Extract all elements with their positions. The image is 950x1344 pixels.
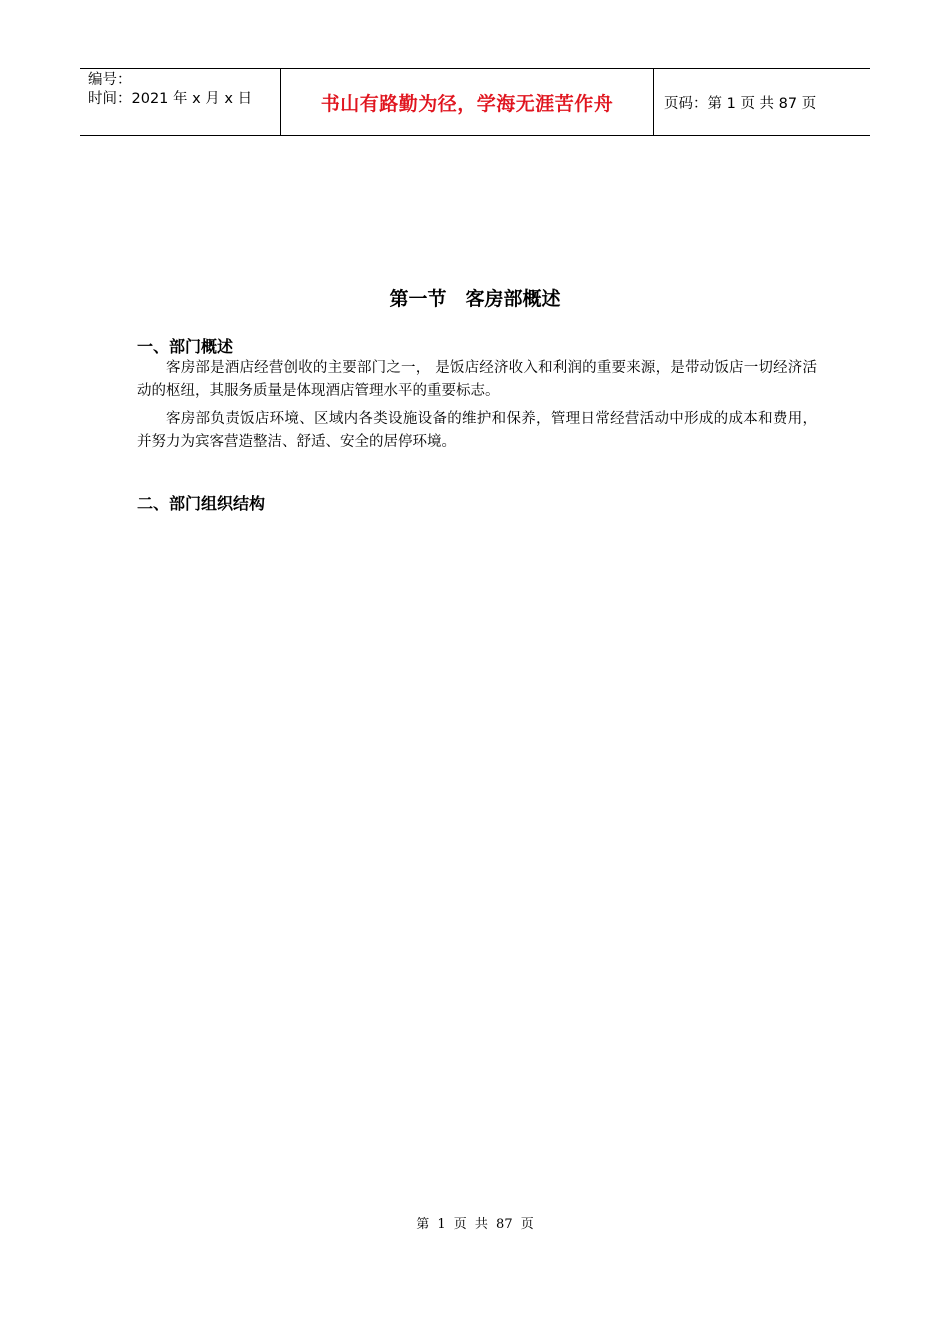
serial-label: 编号：: [88, 72, 132, 88]
document-header: [80, 68, 870, 136]
date-label: 时间：2021 年 x 月 x 日: [88, 91, 253, 107]
header-motto: 书山有路勤为径，学海无涯苦作舟: [281, 69, 654, 135]
structure-heading: 二、部门组织结构: [137, 494, 266, 513]
page-footer: 第 1 页 共 87 页: [416, 1217, 534, 1232]
overview-paragraph-2: 客房部负责饭店环境、区域内各类设施设备的维护和保养，管理日常经营活动中形成的成本和费用，并努力为宾客营造整洁、舒适、安全的居停环境。: [137, 411, 817, 450]
header-page-info: 页码：第 1 页 共 87 页: [664, 95, 817, 112]
section-title: 第一节 客房部概述: [389, 288, 561, 310]
overview-paragraph-1: 客房部是酒店经营创收的主要部门之一， 是饭店经济收入和利润的重要来源，是带动饭店一切经济活动的枢纽，其服务质量是体现酒店管理水平的重要标志。: [137, 360, 817, 399]
overview-heading: 一、部门概述: [137, 337, 234, 356]
header-meta-cell: [80, 69, 281, 135]
